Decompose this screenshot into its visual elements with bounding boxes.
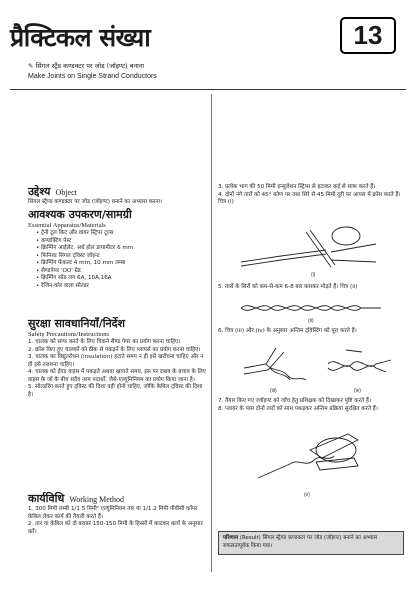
list-item: • सैण्डपेपर 'OO' ग्रेड xyxy=(36,267,81,274)
list-item: 1. चालक को साफ करते के लिए चिकने सैण्ड पेपर का प्रयोग करना चाहिए। xyxy=(28,339,181,345)
method-steps-a xyxy=(218,184,406,207)
list-item: • क्रिम्पिंग स्प्रेड लग 6A, 10A,16A xyxy=(36,275,112,281)
result-label: परिणाम xyxy=(223,535,239,541)
figure-2-label: (ii) xyxy=(308,318,314,324)
list-item: 7. तैयार किए गए ज्वॉइण्ट को जाँच हेतु प्रशिक्षक को दिखाकर पुष्टि करते हैं। xyxy=(218,398,371,404)
figure-5-label: (v) xyxy=(304,492,310,498)
safety-heading-hindi: सुरक्षा सावधानियाँ/निर्देश xyxy=(28,317,125,330)
list-item: 2. क्रॉस किए हुए चालकों को ठीक से पकड़ने के लिए प्लायर्स का प्रयोग करना चाहिए। xyxy=(28,346,201,353)
figure-5-pliers-joint xyxy=(250,428,370,500)
page-title: प्रैक्टिकल संख्या xyxy=(10,23,151,52)
list-item: 4. चालक को ईंगड वाइस में पकड़ते अथवा खाचते समय, इस पर दबाव के बचाव के लिए वाइस के जॉ के बीच सदैव नरम पदार्थों, जैसे-एल्युमिनियम का प्रयोग किया जाना है। xyxy=(28,369,206,383)
list-item: 1. 300 मिमी लम्बी 1/1.5 मिमी² एल्युमिनियम तार या 1/1.2 मिमी पीवीसी कॉपर केबिल लेकर कार्य की तैयारी करते हैं। xyxy=(28,506,198,520)
figure-4-label: (iv) xyxy=(354,388,361,394)
method-steps-c xyxy=(218,328,406,336)
plier-jaw xyxy=(331,244,376,252)
figure-3-4-final-twist xyxy=(236,338,396,394)
header-divider xyxy=(10,89,406,90)
list-item: 6. चित्र (iii) और (iv) के अनुसार अन्तिम ट्विस्टिंग को पूरा करते हैं। xyxy=(218,328,357,334)
plier-handle-lower xyxy=(316,458,358,470)
method-section xyxy=(28,490,206,536)
figure-3-drawing xyxy=(244,348,306,394)
list-item: • ट्रेनी टूल किट और वायर स्ट्रिपर टूल्स xyxy=(36,230,114,236)
exercise-number-badge: 13 xyxy=(340,17,396,54)
apparatus-list xyxy=(28,230,206,290)
bullet-icon: ✎ xyxy=(28,62,34,70)
result-box xyxy=(218,531,404,555)
list-item: 5. तारों के सिरों को कम-से-कम 6-8 बार कसकर मोड़ते हैं। चित्र (ii) xyxy=(218,284,358,290)
column-divider xyxy=(211,94,212,572)
wire-end-left xyxy=(258,464,290,478)
apparatus-section xyxy=(28,209,206,290)
objective-section xyxy=(28,184,206,207)
figure-1-label: (i) xyxy=(311,272,316,278)
apparatus-heading-english: Essential Apparatus/Materials xyxy=(28,222,106,229)
list-item: • कण्डक्टिंग पेस्ट xyxy=(36,237,72,244)
list-item: 2. तार या केबिल को दो बराबर 150-150 मिमी के हिस्सों में काटकर कार्य के अनुसार करें। xyxy=(28,521,203,535)
list-item: • फिनिश्ड सिंगल ट्विस्ट जॉइन्ट xyxy=(36,252,100,259)
topic-english: Make Joints on Single Strand Conductors xyxy=(28,73,157,80)
list-item: • क्रिम्पिंग आईलेट, अर्ध होल डायामीटर 6 mm xyxy=(36,245,134,251)
figure-3-label: (iii) xyxy=(270,388,277,394)
wire-crossing xyxy=(306,232,331,267)
list-item: 5. सोल्डरिंग करते हुए ट्विस्ट की दिशा वही होनी चाहिए, जोकि केबिल ट्विस्ट की दिशा है। xyxy=(28,384,203,398)
list-item: • रेजिन-कोर वाला सोल्डर xyxy=(36,282,89,289)
figure-4-drawing xyxy=(328,350,391,394)
safety-section xyxy=(28,318,206,399)
twist-strand-2 xyxy=(241,306,361,311)
method-steps-d xyxy=(218,398,406,413)
hand-shape xyxy=(316,438,356,462)
result-text: (Result) सिंगल स्ट्रैण्ड कण्डक्टर पर जोड (जॉइण्ट) बनाने का अभ्यास सफलतापूर्वक किया गया। xyxy=(223,535,378,549)
list-item: 3. चालक का विद्युतरोधन (insulation) हटाते समय न ही इसे खरोंचना चाहिए और न ही इसे तराशना चाहिए। xyxy=(28,354,204,368)
list-item: • क्रिम्पिंग फेकल्ट 4 mm, 10 mm लम्बा xyxy=(36,260,126,266)
method-list-left xyxy=(28,506,206,536)
joint-twist xyxy=(290,456,334,464)
safety-heading-english: Safety Precautions/Instructions xyxy=(28,331,110,338)
hand-shape xyxy=(332,227,360,245)
list-item: 3. प्रत्येक भाग की 50 मिमी इन्सुलेशन स्ट्रिप्स से हटाकर कई से साफ करते हैं। xyxy=(218,184,376,190)
apparatus-heading-hindi: आवश्यक उपकरण/सामग्री xyxy=(28,208,132,221)
list-item: 8. प्लायर के पास दोनों तारों को साथ पकड़कर अन्तिम प्रक्रिया सुरक्षित करते हैं। xyxy=(218,405,378,412)
objective-text: सिंगल स्ट्रैण्ड कण्डक्टर पर जोड (जॉइण्ट) बनाने का अभ्यास करना। xyxy=(28,199,163,205)
plier-jaw-lower xyxy=(331,260,376,262)
method-steps-b xyxy=(218,284,406,292)
objective-heading: उद्देश्य Object xyxy=(28,185,77,198)
topic-hindi xyxy=(28,61,144,70)
figure-2-twisted-wire xyxy=(236,296,386,324)
figure-1-crossed-wires xyxy=(236,222,386,278)
list-item: 4. दोनों नंगे तारों को 45° कोण पर तथा सिरे से 45 मिमी दूरी पर आपस में क्रॉस करते हैं। चित्र (i) xyxy=(218,191,401,205)
topic-hindi-text: सिंगल स्ट्रैंड कण्डक्टर पर जोड (जॉइण्ट) बनाना xyxy=(35,62,145,70)
safety-list xyxy=(28,339,206,399)
method-heading: कार्यविधि Working Method xyxy=(28,492,125,505)
